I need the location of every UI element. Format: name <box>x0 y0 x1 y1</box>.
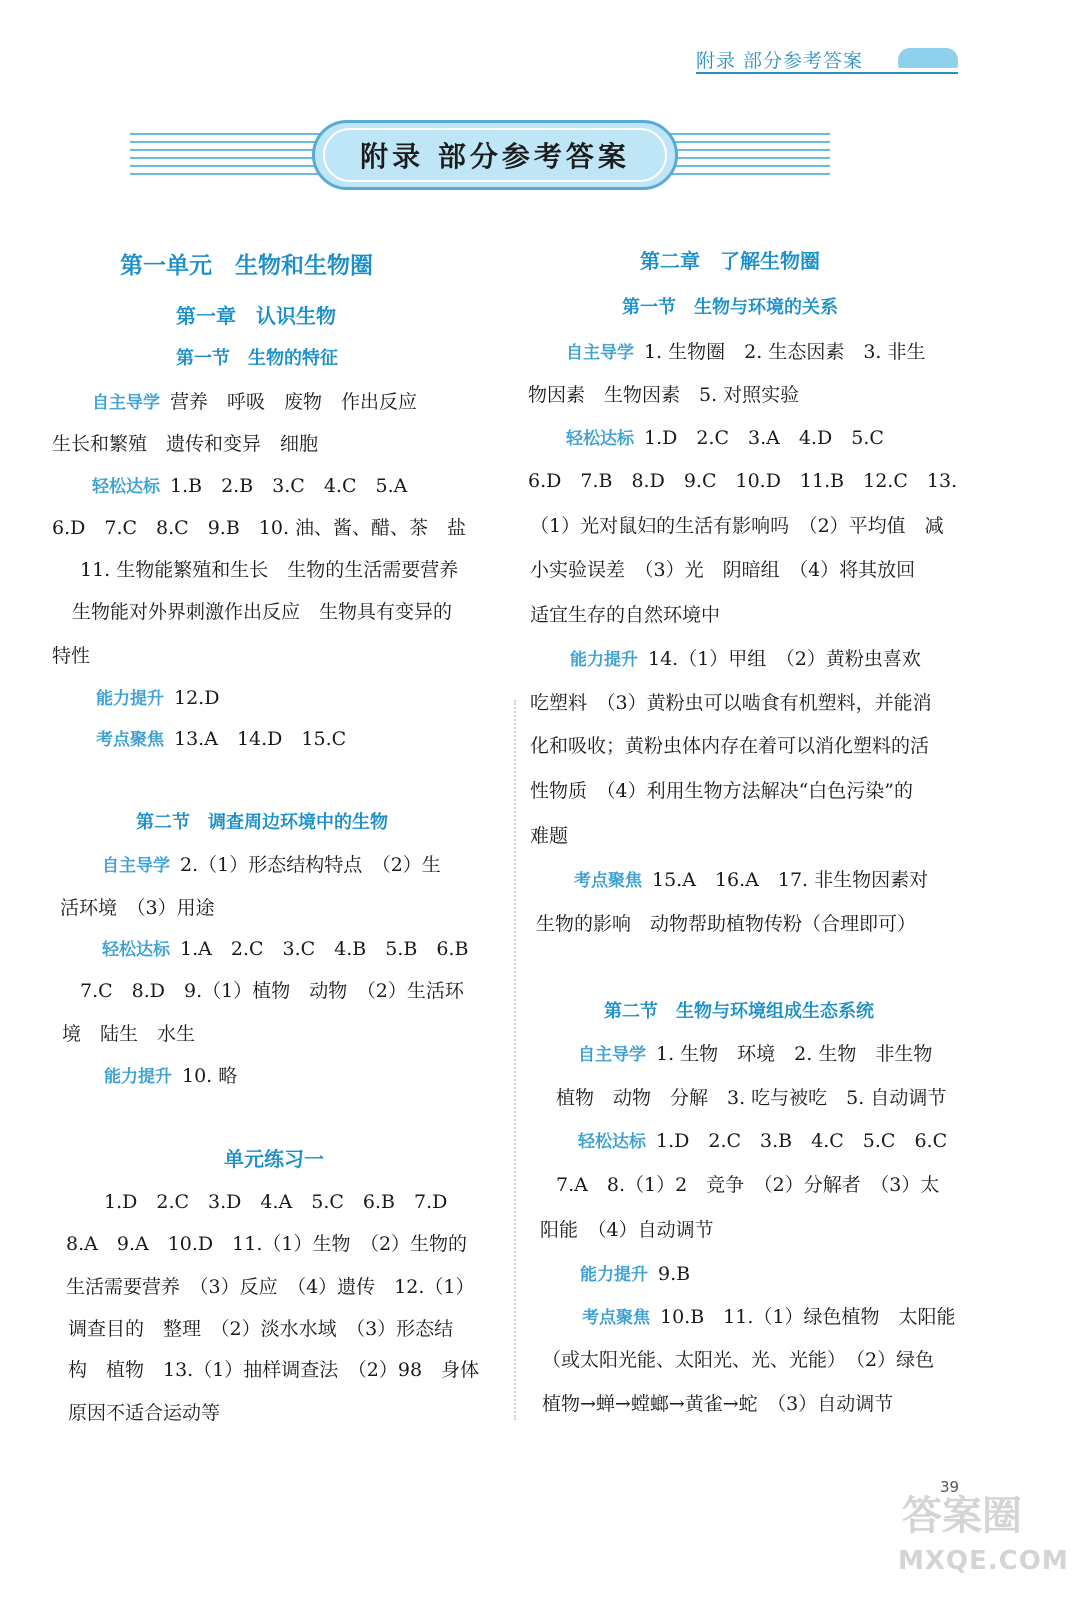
section-title: 第一节 生物与环境的关系 <box>622 297 838 318</box>
answer-category-label: 能力提升 <box>570 650 638 670</box>
answer-line <box>528 469 957 493</box>
answer-line <box>92 474 407 499</box>
section-title: 第二节 调查周边环境中的生物 <box>136 812 388 833</box>
answer-text: 适宜生存的自然环境中 <box>530 604 721 626</box>
answer-text: 特性 <box>52 645 91 667</box>
answer-line <box>530 603 720 627</box>
answer-text: 植物→蝉→螳螂→黄雀→蛇 （3）自动调节 <box>542 1393 894 1415</box>
answer-category-label: 自主导学 <box>566 343 634 363</box>
answer-text: 1.A 2.C 3.C 4.B 5.B 6.B <box>180 938 469 960</box>
answer-category-label: 考点聚焦 <box>96 730 164 750</box>
answer-text: （或太阳光能、太阳光、光、光能） （2）绿色 <box>542 1349 935 1371</box>
answer-text: 2.（1）形态结构特点 （2）生 <box>180 854 441 876</box>
answer-line <box>528 383 799 407</box>
answer-line <box>530 734 929 758</box>
answer-line <box>96 727 346 752</box>
answer-line: 8.A 9.A 10.D 11.（1）生物 （2）生物的 <box>66 1233 468 1255</box>
answer-line <box>540 1218 714 1242</box>
answer-line <box>96 686 219 711</box>
answer-category-label: 自主导学 <box>578 1045 646 1065</box>
answer-line <box>80 979 464 1003</box>
answer-line <box>578 1129 947 1154</box>
answer-line <box>52 644 90 668</box>
answer-line <box>536 912 916 936</box>
answer-line <box>556 1173 939 1197</box>
page-title: 附录 部分参考答案 <box>323 128 667 182</box>
answer-text: 难题 <box>530 825 569 847</box>
section-title: 第一节 生物的特征 <box>176 348 338 369</box>
answer-category-label: 能力提升 <box>104 1067 172 1087</box>
answer-category-label: 轻松达标 <box>566 429 634 449</box>
answer-line <box>530 514 944 538</box>
answer-category-label: 自主导学 <box>92 393 160 413</box>
answer-line <box>92 390 417 415</box>
running-header: 附录 部分参考答案 <box>696 50 864 72</box>
answer-category-label: 轻松达标 <box>578 1132 646 1152</box>
answer-category-label: 轻松达标 <box>92 477 160 497</box>
answer-text: 1.D 2.C 3.B 4.C 5.C 6.C <box>656 1130 948 1152</box>
answer-text: 6.D 7.B 8.D 9.C 10.D 11.B 12.C 13. <box>528 470 958 492</box>
answer-line <box>542 1348 934 1372</box>
answer-category-label: 自主导学 <box>102 856 170 876</box>
answer-text: 15.A 16.A 17. 非生物因素对 <box>652 869 929 891</box>
answer-line: 1.D 2.C 3.D 4.A 5.C 6.B 7.D <box>104 1191 448 1213</box>
answer-line <box>60 896 215 920</box>
answer-text: 7.C 8.D 9.（1）植物 动物 （2）生活环 <box>80 980 464 1002</box>
answer-text: 1.B 2.B 3.C 4.C 5.A <box>170 475 408 497</box>
answer-category-label: 能力提升 <box>580 1265 648 1285</box>
answer-text: 9.B <box>658 1263 691 1285</box>
answer-line <box>570 647 921 672</box>
answer-line <box>102 853 441 878</box>
answer-text: 活环境 （3）用途 <box>60 897 215 919</box>
answer-text: 1.D 2.C 3.A 4.D 5.C <box>644 427 884 449</box>
answer-text: 性物质 （4）利用生物方法解决“白色污染”的 <box>530 780 914 802</box>
chapter-title: 第一章 认识生物 <box>176 304 336 328</box>
answer-text: 化和吸收；黄粉虫体内存在着可以消化塑料的活 <box>530 735 930 757</box>
answer-text: 6.D 7.C 8.C 9.B 10. 油、酱、醋、茶 盐 <box>52 517 467 539</box>
cloud-decoration-icon <box>898 48 958 68</box>
answer-text: 阳能 （4）自动调节 <box>540 1219 714 1241</box>
answer-line <box>72 600 452 624</box>
watermark-logo: 答案圈 MXQE.COM <box>898 1493 1069 1576</box>
unit-title: 第一单元 生物和生物圈 <box>120 253 373 279</box>
answer-line <box>62 1022 195 1046</box>
answer-line <box>530 779 913 803</box>
answer-line <box>104 1064 237 1089</box>
chapter-title: 第二章 了解生物圈 <box>640 249 820 273</box>
answer-text: 7.A 8.（1）2 竞争 （2）分解者 （3）太 <box>556 1174 940 1196</box>
page-number: 39 <box>940 1478 960 1496</box>
answer-text: 物因素 生物因素 5. 对照实验 <box>528 384 800 406</box>
answer-text: 10. 略 <box>182 1065 238 1087</box>
answer-line <box>582 1305 955 1330</box>
answer-line: 构 植物 13.（1）抽样调查法 （2）98 身体 <box>68 1359 480 1381</box>
answer-line <box>580 1262 690 1287</box>
answer-text: 植物 动物 分解 3. 吃与被吃 5. 自动调节 <box>556 1087 947 1109</box>
answer-line: 生活需要营养 （3）反应 （4）遗传 12.（1） <box>66 1276 475 1298</box>
header-rule <box>696 72 958 74</box>
answer-text: 营养 呼吸 废物 作出反应 <box>170 391 418 413</box>
answer-line <box>566 426 884 451</box>
answer-text: 境 陆生 水生 <box>62 1023 196 1045</box>
answer-line <box>542 1392 893 1416</box>
answer-line <box>566 340 926 365</box>
answer-category-label: 考点聚焦 <box>574 871 642 891</box>
answer-category-label: 考点聚焦 <box>582 1308 650 1328</box>
answer-line: 调查目的 整理 （2）淡水水域 （3）形态结 <box>68 1318 454 1340</box>
answer-text: 生物的影响 动物帮助植物传粉（合理即可） <box>536 913 917 935</box>
answer-line <box>530 824 568 848</box>
answer-text: 13.A 14.D 15.C <box>174 728 347 750</box>
answer-line <box>578 1042 932 1067</box>
answer-text: 生物能对外界刺激作出反应 生物具有变异的 <box>72 601 453 623</box>
answer-text: 小实验误差 （3）光 阴暗组 （4）将其放回 <box>530 559 916 581</box>
section-title: 第二节 生物与环境组成生态系统 <box>604 1001 874 1022</box>
answer-line <box>574 868 928 893</box>
answer-line: 原因不适合运动等 <box>68 1402 221 1424</box>
answer-text: 14.（1）甲组 （2）黄粉虫喜欢 <box>648 648 921 670</box>
answer-text: 1. 生物 环境 2. 生物 非生物 <box>656 1043 933 1065</box>
answer-line <box>530 691 932 715</box>
answer-category-label: 能力提升 <box>96 689 164 709</box>
answer-text: 10.B 11.（1）绿色植物 太阳能 <box>660 1306 956 1328</box>
answer-text: 11. 生物能繁殖和生长 生物的生活需要营养 <box>80 559 459 581</box>
answer-line <box>52 432 318 456</box>
answer-line <box>80 558 458 582</box>
answer-line <box>530 558 915 582</box>
answer-category-label: 轻松达标 <box>102 940 170 960</box>
exercise-title: 单元练习一 <box>224 1147 324 1171</box>
answer-line <box>102 937 468 962</box>
answer-text: 吃塑料 （3）黄粉虫可以啮食有机塑料，并能消 <box>530 692 932 714</box>
column-divider <box>514 700 516 1420</box>
answer-text: 12.D <box>174 687 220 709</box>
page-title-banner <box>312 120 678 190</box>
answer-text: 1. 生物圈 2. 生态因素 3. 非生 <box>644 341 926 363</box>
answer-line <box>556 1086 946 1110</box>
answer-text: （1）光对鼠妇的生活有影响吗 （2）平均值 减 <box>530 515 944 537</box>
answer-text: 生长和繁殖 遗传和变异 细胞 <box>52 433 319 455</box>
answer-line <box>52 516 466 540</box>
